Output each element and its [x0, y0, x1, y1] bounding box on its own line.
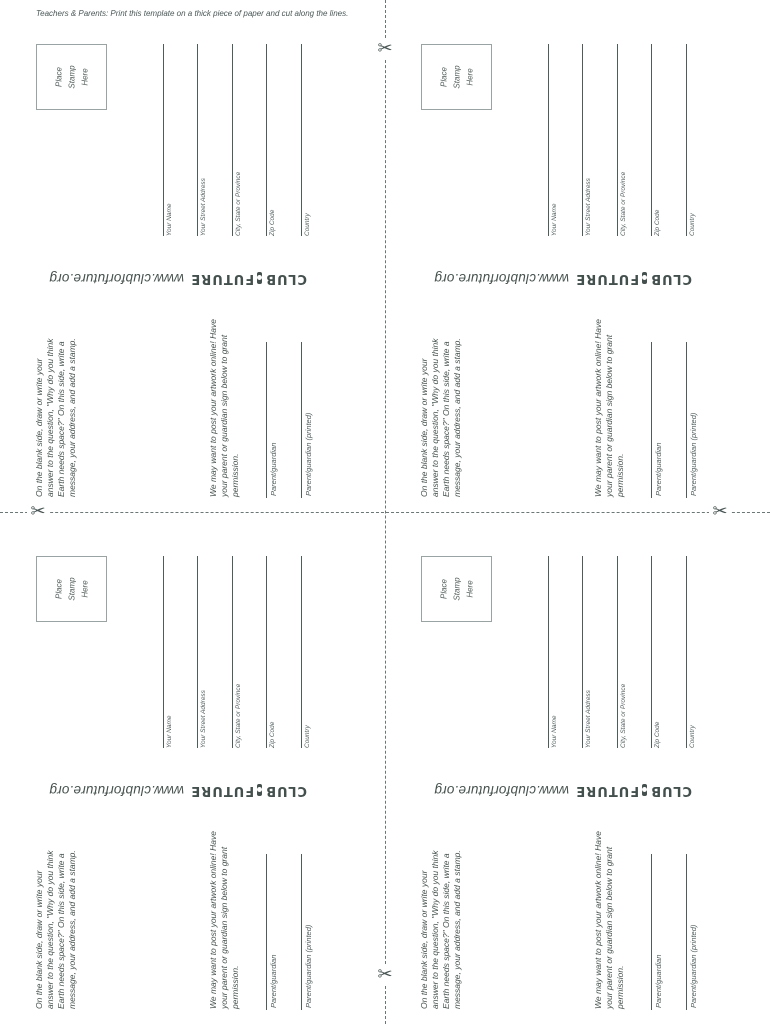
label-country: Country: [689, 213, 696, 236]
print-instruction: Teachers & Parents: Print this template on a thick piece of paper and cut along the lines.: [36, 9, 349, 18]
address-line-country: [301, 44, 302, 236]
label-your-name: Your Name: [551, 203, 558, 236]
label-your-name: Your Name: [551, 715, 558, 748]
logo-word-club: CLUB: [265, 783, 307, 798]
signature-line-guardian: [651, 342, 652, 498]
stamp-box: [421, 556, 492, 622]
label-zip-code: Zip Code: [269, 721, 276, 748]
instructions-paragraph: On the blank side, draw or write your answer to the question, "Why do you think Earth needs space?" On this side, write a message, your address, and add a stamp.: [419, 850, 462, 1009]
label-street-address: Your Street Address: [585, 178, 592, 236]
signature-line-guardian: [266, 342, 267, 498]
logo-mark-icon: [642, 272, 647, 284]
label-your-name: Your Name: [166, 715, 173, 748]
label-parent-guardian-printed: Parent/guardian (printed): [304, 924, 313, 1008]
logo-word-club: CLUB: [265, 271, 307, 286]
club-for-future-logo: [575, 782, 692, 798]
address-line-name: [548, 44, 549, 236]
label-zip-code: Zip Code: [269, 209, 276, 236]
stamp-box: [421, 44, 492, 110]
label-parent-guardian: Parent/guardian: [654, 442, 663, 496]
label-your-name: Your Name: [166, 203, 173, 236]
label-zip-code: Zip Code: [654, 209, 661, 236]
label-city-state: City, State or Province: [235, 171, 242, 236]
address-line-city: [617, 556, 618, 748]
logo-mark-icon: [257, 784, 262, 796]
label-street-address: Your Street Address: [585, 690, 592, 748]
label-street-address: Your Street Address: [200, 178, 207, 236]
address-line-country: [301, 556, 302, 748]
scissors-icon: ✂: [709, 501, 731, 523]
permission-paragraph: We may want to post your artwork online! Have your parent or guardian sign below to grant permission.: [593, 319, 625, 497]
website-url: www.clubforfuture.org: [49, 271, 184, 286]
postcard-3: [0, 512, 385, 1024]
address-line-country: [686, 44, 687, 236]
label-zip-code: Zip Code: [654, 721, 661, 748]
label-street-address: Your Street Address: [200, 690, 207, 748]
label-parent-guardian: Parent/guardian: [654, 954, 663, 1008]
logo-word-future: FUTURE: [575, 783, 640, 798]
postcard-2: [385, 0, 770, 512]
logo-word-future: FUTURE: [575, 271, 640, 286]
signature-line-printed: [686, 854, 687, 1010]
signature-line-printed: [301, 854, 302, 1010]
address-line-street: [582, 556, 583, 748]
label-parent-guardian-printed: Parent/guardian (printed): [304, 412, 313, 496]
label-parent-guardian-printed: Parent/guardian (printed): [689, 924, 698, 1008]
address-line-name: [163, 44, 164, 236]
logo-mark-icon: [257, 272, 262, 284]
logo-word-future: FUTURE: [190, 783, 255, 798]
stamp-box: [36, 556, 107, 622]
label-country: Country: [304, 725, 311, 748]
instructions-paragraph: On the blank side, draw or write your answer to the question, "Why do you think Earth needs space?" On this side, write a message, your address, and add a stamp.: [34, 338, 77, 497]
postcard-4: [385, 512, 770, 1024]
logo-word-club: CLUB: [650, 271, 692, 286]
label-parent-guardian: Parent/guardian: [269, 954, 278, 1008]
scissors-icon: ✂: [374, 964, 396, 986]
signature-line-printed: [301, 342, 302, 498]
stamp-text: Place Stamp Here: [439, 65, 474, 89]
logo-word-future: FUTURE: [190, 271, 255, 286]
logo-mark-icon: [642, 784, 647, 796]
stamp-text: Place Stamp Here: [439, 577, 474, 601]
club-for-future-logo: [190, 782, 307, 798]
label-parent-guardian-printed: Parent/guardian (printed): [689, 412, 698, 496]
label-city-state: City, State or Province: [620, 683, 627, 748]
label-country: Country: [304, 213, 311, 236]
label-country: Country: [689, 725, 696, 748]
permission-paragraph: We may want to post your artwork online! Have your parent or guardian sign below to grant permission.: [208, 831, 240, 1009]
instructions-paragraph: On the blank side, draw or write your answer to the question, "Why do you think Earth needs space?" On this side, write a message, your address, and add a stamp.: [419, 338, 462, 497]
club-for-future-logo: [575, 270, 692, 286]
label-city-state: City, State or Province: [235, 683, 242, 748]
label-city-state: City, State or Province: [620, 171, 627, 236]
address-line-zip: [651, 44, 652, 236]
label-parent-guardian: Parent/guardian: [269, 442, 278, 496]
website-url: www.clubforfuture.org: [49, 783, 184, 798]
permission-paragraph: We may want to post your artwork online! Have your parent or guardian sign below to grant permission.: [208, 319, 240, 497]
scissors-icon: ✂: [374, 38, 396, 60]
scissors-icon: ✂: [27, 501, 49, 523]
signature-line-guardian: [266, 854, 267, 1010]
address-line-street: [582, 44, 583, 236]
signature-line-printed: [686, 342, 687, 498]
address-line-city: [617, 44, 618, 236]
address-line-city: [232, 44, 233, 236]
permission-paragraph: We may want to post your artwork online! Have your parent or guardian sign below to grant permission.: [593, 831, 625, 1009]
address-line-zip: [266, 44, 267, 236]
address-line-zip: [266, 556, 267, 748]
website-url: www.clubforfuture.org: [434, 271, 569, 286]
club-for-future-logo: [190, 270, 307, 286]
address-line-city: [232, 556, 233, 748]
instructions-paragraph: On the blank side, draw or write your answer to the question, "Why do you think Earth needs space?" On this side, write a message, your address, and add a stamp.: [34, 850, 77, 1009]
address-line-street: [197, 556, 198, 748]
address-line-zip: [651, 556, 652, 748]
address-line-name: [163, 556, 164, 748]
address-line-street: [197, 44, 198, 236]
stamp-text: Place Stamp Here: [54, 577, 89, 601]
address-line-country: [686, 556, 687, 748]
logo-word-club: CLUB: [650, 783, 692, 798]
stamp-box: [36, 44, 107, 110]
stamp-text: Place Stamp Here: [54, 65, 89, 89]
address-line-name: [548, 556, 549, 748]
postcard-1: [0, 0, 385, 512]
website-url: www.clubforfuture.org: [434, 783, 569, 798]
signature-line-guardian: [651, 854, 652, 1010]
